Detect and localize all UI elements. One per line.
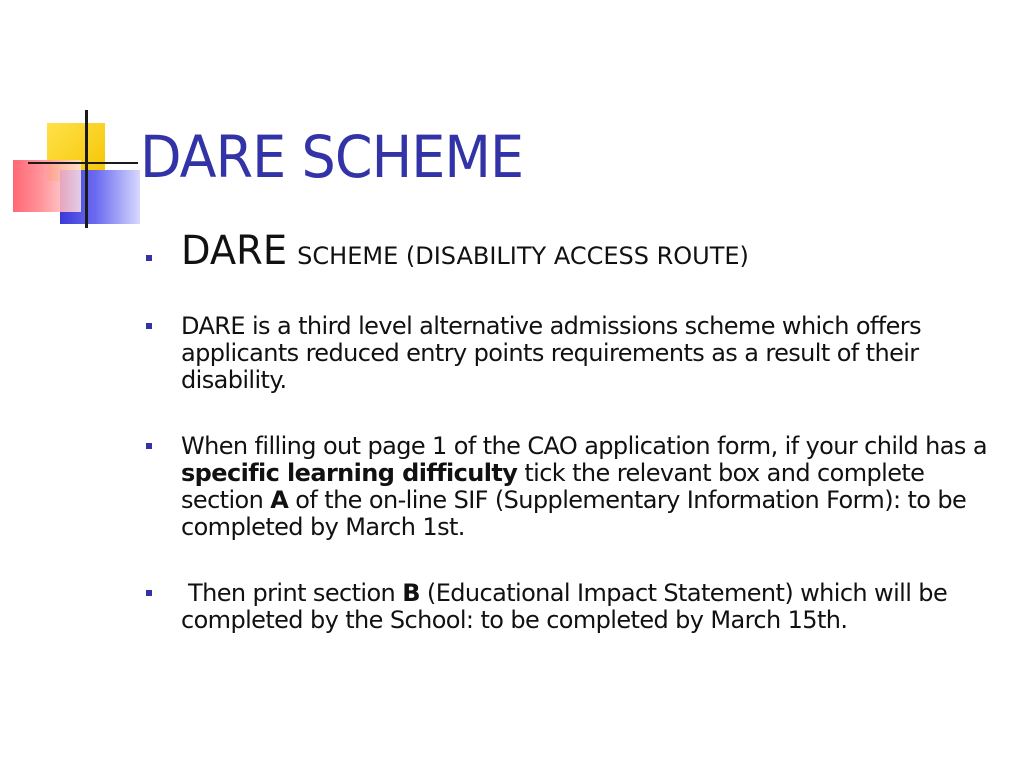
dare-subheading: SCHEME (DISABILITY ACCESS ROUTE) — [289, 242, 749, 270]
bullet-item-scheme — [140, 225, 1010, 282]
bullet-item-cao-form — [140, 433, 1010, 541]
bullet-item-section-b — [140, 580, 1010, 634]
square-bullet-icon — [146, 590, 152, 596]
section-b-text-bold: B — [402, 579, 420, 607]
definition-text: DARE is a third level alternative admissions scheme which offers applicants reduced entry points requirements as a result of their disability. — [181, 312, 921, 394]
bullet-list — [140, 225, 1010, 634]
square-bullet-icon — [146, 255, 152, 261]
horizontal-line-decoration — [28, 162, 138, 164]
red-square-decoration — [13, 160, 81, 212]
cao-text-bold-difficulty: specific learning difficulty — [181, 459, 518, 487]
dare-heading: DARE — [181, 228, 288, 274]
cao-text-part2: tick the relevant box and complete section — [181, 459, 925, 514]
decorative-logo-blocks — [0, 0, 160, 240]
square-bullet-icon — [146, 443, 152, 449]
section-b-text-part2: (Educational Impact Statement) which will be completed by the School: to be completed by March 15th. — [181, 579, 948, 634]
cao-text-part1: When filling out page 1 of the CAO application form, if your child has a — [181, 432, 987, 460]
square-bullet-icon — [146, 323, 152, 329]
cao-text-bold-section-a: A — [270, 486, 289, 514]
bullet-item-definition — [140, 313, 1010, 394]
vertical-line-decoration — [85, 110, 88, 228]
slide-title: DARE SCHEME — [140, 123, 524, 191]
section-b-text-part1: Then print section — [181, 579, 403, 607]
cao-text-part3: of the on-line SIF (Supplementary Information Form): to be completed by March 1st. — [181, 486, 967, 541]
